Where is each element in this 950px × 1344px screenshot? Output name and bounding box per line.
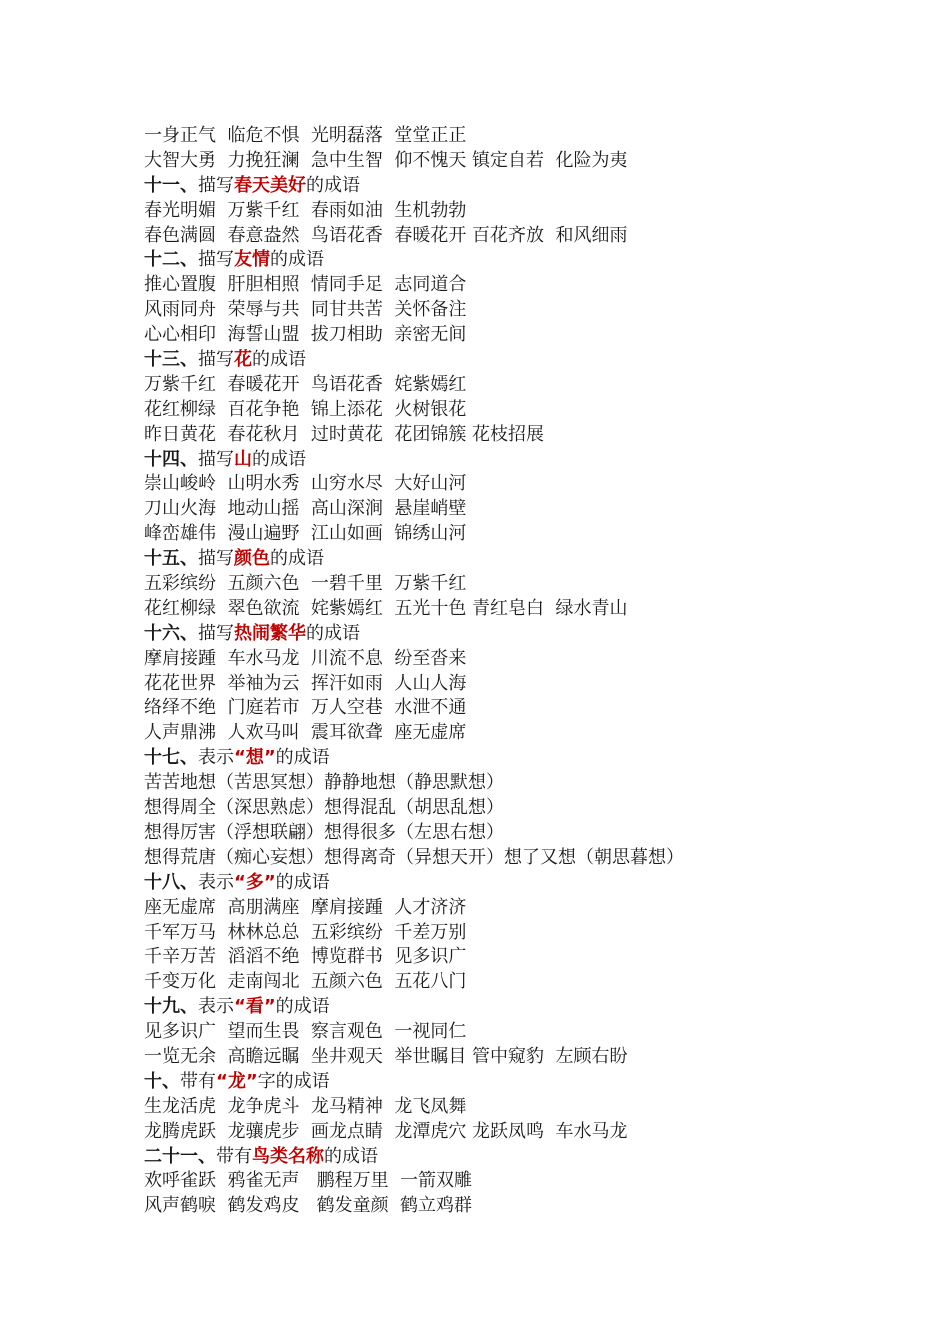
idiom-line: 千变万化 走南闯北 五颜六色 五花八门 — [144, 971, 467, 993]
idiom-line: 花红柳绿 百花争艳 锦上添花 火树银花 — [144, 398, 467, 420]
section-heading: 十三、描写花的成语 — [144, 349, 306, 371]
idiom-line: 想得荒唐（痴心妄想）想得离奇（异想天开）想了又想（朝思暮想） — [144, 846, 684, 868]
section-heading: 十四、描写山的成语 — [144, 448, 306, 470]
idiom-line: 刀山火海 地动山摇 高山深涧 悬崖峭壁 — [144, 498, 467, 520]
section-heading: 十九、表示“看”的成语 — [144, 996, 330, 1018]
idiom-line: 络绎不绝 门庭若市 万人空巷 水泄不通 — [144, 697, 467, 719]
section-heading: 十二、描写友情的成语 — [144, 249, 324, 271]
idiom-line: 崇山峻岭 山明水秀 山穷水尽 大好山河 — [144, 473, 467, 495]
idiom-line: 花花世界 举袖为云 挥汗如雨 人山人海 — [144, 672, 467, 694]
idiom-line: 春色满圆 春意盎然 鸟语花香 春暖花开 百花齐放 和风细雨 — [144, 224, 628, 246]
idiom-line: 千辛万苦 滔滔不绝 博览群书 见多识广 — [144, 946, 467, 968]
idiom-line: 座无虚席 高朋满座 摩肩接踵 人才济济 — [144, 896, 467, 918]
idiom-line: 花红柳绿 翠色欲流 姹紫嫣红 五光十色 青红皂白 绿水青山 — [144, 597, 628, 619]
idiom-line: 见多识广 望而生畏 察言观色 一视同仁 — [144, 1021, 467, 1043]
idiom-line: 昨日黄花 春花秋月 过时黄花 花团锦簇 花枝招展 — [144, 423, 545, 445]
idiom-line: 摩肩接踵 车水马龙 川流不息 纷至沓来 — [144, 647, 467, 669]
idiom-line: 一身正气 临危不惧 光明磊落 堂堂正正 — [144, 125, 467, 146]
idiom-line: 心心相印 海誓山盟 拔刀相助 亲密无间 — [144, 324, 467, 346]
section-heading: 二十一、带有鸟类名称的成语 — [144, 1145, 378, 1167]
section-heading: 十七、表示“想”的成语 — [144, 747, 330, 769]
idiom-line: 欢呼雀跃 鸦雀无声 鹏程万里 一箭双雕 — [144, 1170, 473, 1192]
idiom-line: 风雨同舟 荣辱与共 同甘共苦 关怀备注 — [144, 299, 467, 321]
idiom-line: 苦苦地想（苦思冥想）静静地想（静思默想） — [144, 772, 504, 794]
idiom-line: 想得厉害（浮想联翩）想得很多（左思右想） — [144, 821, 504, 843]
section-heading: 十一、描写春天美好的成语 — [144, 174, 360, 196]
idiom-line: 万紫千红 春暖花开 鸟语花香 姹紫嫣红 — [144, 373, 467, 395]
idiom-line: 龙腾虎跃 龙骧虎步 画龙点睛 龙潭虎穴 龙跃凤鸣 车水马龙 — [144, 1120, 628, 1142]
idiom-list-document — [144, 124, 924, 1219]
idiom-line: 五彩缤纷 五颜六色 一碧千里 万紫千红 — [144, 573, 467, 595]
idiom-line: 人声鼎沸 人欢马叫 震耳欲聋 座无虚席 — [144, 722, 467, 744]
idiom-line: 峰峦雄伟 漫山遍野 江山如画 锦绣山河 — [144, 523, 467, 545]
section-heading: 十六、描写热闹繁华的成语 — [144, 622, 360, 644]
idiom-line: 推心置腹 肝胆相照 情同手足 志同道合 — [144, 274, 467, 296]
idiom-line: 春光明媚 万紫千红 春雨如油 生机勃勃 — [144, 199, 467, 221]
idiom-line: 千军万马 林林总总 五彩缤纷 千差万别 — [144, 921, 467, 943]
idiom-line: 风声鹤唳 鹤发鸡皮 鹤发童颜 鹤立鸡群 — [144, 1195, 473, 1217]
section-heading: 十五、描写颜色的成语 — [144, 548, 324, 570]
idiom-line: 大智大勇 力挽狂澜 急中生智 仰不愧天 镇定自若 化险为夷 — [144, 149, 628, 171]
idiom-line: 生龙活虎 龙争虎斗 龙马精神 龙飞凤舞 — [144, 1095, 467, 1117]
idiom-line: 一览无余 高瞻远瞩 坐井观天 举世瞩目 管中窥豹 左顾右盼 — [144, 1045, 628, 1067]
idiom-line: 想得周全（深思熟虑）想得混乱（胡思乱想） — [144, 797, 504, 819]
section-heading: 十、带有“龙”字的成语 — [144, 1070, 330, 1092]
section-heading: 十八、表示“多”的成语 — [144, 871, 330, 893]
